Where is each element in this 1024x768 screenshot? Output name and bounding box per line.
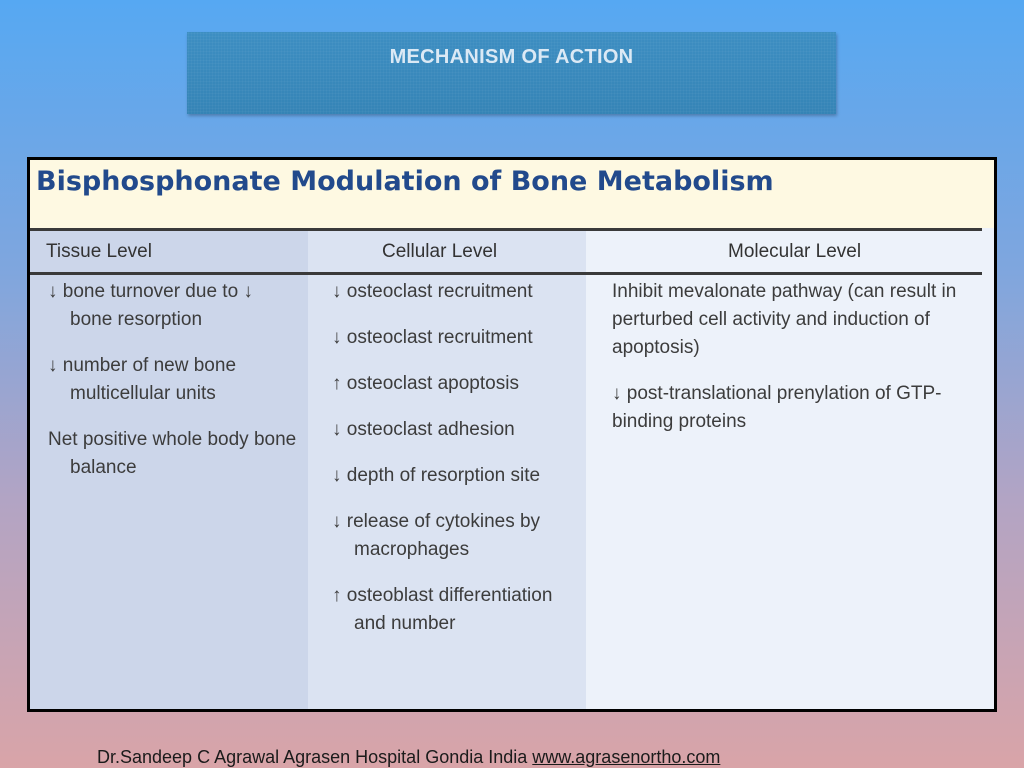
footer-link[interactable]: www.agrasenortho.com xyxy=(532,747,721,767)
list-item: ↓ number of new bone multicellular units xyxy=(48,355,237,404)
cellular-list xyxy=(332,278,582,638)
list-item: Inhibit mevalonate pathway (can result in perturbed cell activity and induction of apoptosis) xyxy=(612,281,957,358)
slide-title-box xyxy=(187,32,836,114)
list-item: ↓ post-translational prenylation of GTP-binding proteins xyxy=(612,383,942,432)
list-item: ↓ osteoclast recruitment xyxy=(332,327,533,348)
list-item: ↓ osteoclast recruitment xyxy=(332,281,533,302)
table-header xyxy=(30,160,994,228)
header-rule-bottom xyxy=(30,272,982,275)
column-header-cellular: Cellular Level xyxy=(382,241,498,262)
list-item: ↓ depth of resorption site xyxy=(332,465,541,486)
column-header-tissue: Tissue Level xyxy=(46,241,152,262)
footer-text: Dr.Sandeep C Agrawal Agrasen Hospital Gondia India xyxy=(97,747,533,767)
table-frame xyxy=(27,157,997,712)
list-item: ↑ osteoclast apoptosis xyxy=(332,373,519,394)
list-item: ↓ bone turnover due to ↓ bone resorption xyxy=(48,281,253,330)
slide-title: MECHANISM OF ACTION xyxy=(389,46,634,68)
list-item: ↓ osteoclast adhesion xyxy=(332,419,515,440)
tissue-list xyxy=(48,278,298,500)
table-image xyxy=(30,160,994,709)
footer-credit xyxy=(97,747,720,768)
table-title: Bisphosphonate Modulation of Bone Metabolism xyxy=(36,166,774,197)
list-item: ↓ release of cytokines by macrophages xyxy=(332,511,541,560)
molecular-list xyxy=(612,278,972,454)
list-item: ↑ osteoblast differentiation and number xyxy=(332,585,553,634)
list-item: Net positive whole body bone balance xyxy=(48,429,297,478)
column-header-molecular: Molecular Level xyxy=(728,241,862,262)
